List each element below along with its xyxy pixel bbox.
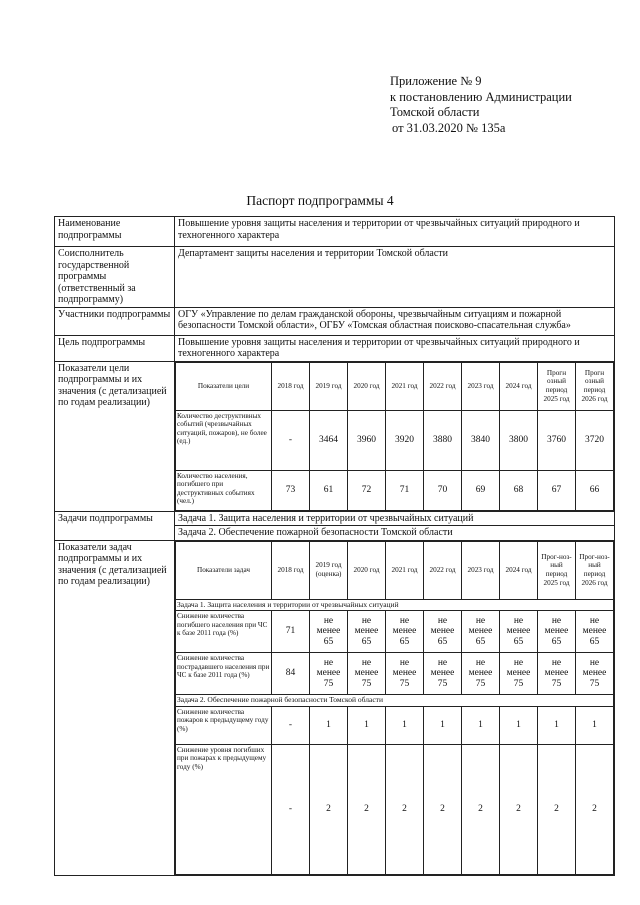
row-label: Задачи подпрограммы	[55, 511, 175, 540]
task-indicators-table	[175, 541, 614, 875]
task-item: Задача 1. Защита населения и территории от чрезвычайных ситуаций	[175, 511, 615, 526]
table-cell: 71	[272, 611, 310, 653]
table-cell: -	[272, 744, 310, 874]
appendix-line: от 31.03.2020 № 135а	[392, 120, 506, 135]
column-header: 2023 год	[462, 541, 500, 599]
table-cell: 72	[348, 470, 386, 510]
table-row	[55, 540, 615, 875]
table-row	[176, 744, 614, 874]
goal-indicators-table	[175, 362, 614, 511]
table-cell: 68	[500, 470, 538, 510]
table-row	[55, 335, 615, 361]
table-cell: не менее 75	[500, 653, 538, 695]
passport-table	[54, 216, 615, 876]
table-header-row	[176, 541, 614, 599]
column-header: 2020 год	[348, 541, 386, 599]
table-cell: 2	[500, 744, 538, 874]
goal-indicators-cell	[175, 361, 615, 511]
row-label: Наименование подпрограммы	[55, 217, 175, 247]
table-cell: не менее 75	[348, 653, 386, 695]
row-value: Повышение уровня защиты населения и территории от чрезвычайных ситуаций природного и техногенного характера	[175, 335, 615, 361]
section-row	[176, 599, 614, 611]
column-header: Прог-ноз-ный период 2026 год	[576, 541, 614, 599]
table-cell: 3880	[424, 410, 462, 470]
table-cell: не менее 65	[538, 611, 576, 653]
column-header: 2019 год (оценка)	[310, 541, 348, 599]
table-cell: 3800	[500, 410, 538, 470]
table-header-row	[176, 362, 614, 410]
table-cell: 3920	[386, 410, 424, 470]
row-label: Показатели цели подпрограммы и их значения (с детализацией по годам реализации)	[55, 361, 175, 511]
indicator-label: Количество населения, погибшего при деструктивных событиях (чел.)	[176, 470, 272, 510]
appendix-block	[390, 74, 572, 136]
table-cell: не менее 75	[538, 653, 576, 695]
appendix-line: Томской области	[390, 105, 480, 119]
table-cell: 2	[386, 744, 424, 874]
table-cell: 67	[538, 470, 576, 510]
column-header: Прог-ноз-ный период 2025 год	[538, 541, 576, 599]
column-header: 2022 год	[424, 362, 462, 410]
indicator-label: Снижение уровня погибших при пожарах к предыдущему году (%)	[176, 744, 272, 874]
row-label: Цель подпрограммы	[55, 335, 175, 361]
indicator-label: Количество деструктивных событий (чрезвычайных ситуаций, пожаров), не более (ед.)	[176, 410, 272, 470]
table-cell: 1	[386, 706, 424, 744]
table-cell: не менее 65	[576, 611, 614, 653]
table-cell: 71	[386, 470, 424, 510]
table-cell: 73	[272, 470, 310, 510]
table-row	[176, 410, 614, 470]
table-row	[55, 307, 615, 335]
table-cell: 3960	[348, 410, 386, 470]
table-cell: 66	[576, 470, 614, 510]
row-value: ОГУ «Управление по делам гражданской обороны, чрезвычайным ситуациям и пожарной безопасности Томской области», ОГБУ «Томская областная поисково-спасательная служба»	[175, 307, 615, 335]
table-cell: -	[272, 410, 310, 470]
table-cell: 1	[310, 706, 348, 744]
table-cell: не менее 75	[424, 653, 462, 695]
table-cell: не менее 65	[386, 611, 424, 653]
table-cell: не менее 75	[576, 653, 614, 695]
column-header: 2022 год	[424, 541, 462, 599]
column-header: Прогн озный период 2025 год	[538, 362, 576, 410]
column-header: 2023 год	[462, 362, 500, 410]
row-value: Департамент защиты населения и территории Томской области	[175, 247, 615, 308]
column-header: 2019 год	[310, 362, 348, 410]
indicator-label: Снижение количества погибшего населения при ЧС к базе 2011 года (%)	[176, 611, 272, 653]
table-cell: 2	[462, 744, 500, 874]
table-cell: 2	[310, 744, 348, 874]
table-cell: 3840	[462, 410, 500, 470]
table-cell: 70	[424, 470, 462, 510]
table-cell: 3464	[310, 410, 348, 470]
table-cell: 2	[348, 744, 386, 874]
table-cell: 1	[462, 706, 500, 744]
table-cell: не менее 65	[500, 611, 538, 653]
indicator-label: Снижение количества пожаров к предыдущему году (%)	[176, 706, 272, 744]
table-cell: 1	[538, 706, 576, 744]
section-heading: Задача 1. Защита населения и территории от чрезвычайных ситуаций	[176, 599, 614, 611]
column-header: Показатели цели	[176, 362, 272, 410]
indicator-label: Снижение количества пострадавшего населения при ЧС к базе 2011 года (%)	[176, 653, 272, 695]
appendix-line: к постановлению Администрации	[390, 89, 572, 104]
appendix-line: Приложение № 9	[390, 74, 482, 88]
table-cell: 1	[500, 706, 538, 744]
table-cell: не менее 75	[462, 653, 500, 695]
column-header: 2020 год	[348, 362, 386, 410]
column-header: 2024 год	[500, 541, 538, 599]
row-label: Участники подпрограммы	[55, 307, 175, 335]
column-header: 2024 год	[500, 362, 538, 410]
table-cell: 3760	[538, 410, 576, 470]
table-row	[55, 511, 615, 526]
table-cell: не менее 65	[348, 611, 386, 653]
column-header: 2021 год	[386, 362, 424, 410]
column-header: Показатели задач	[176, 541, 272, 599]
section-row	[176, 695, 614, 707]
table-row	[176, 653, 614, 695]
table-cell: 1	[348, 706, 386, 744]
row-label: Показатели задач подпрограммы и их значения (с детализацией по годам реализации)	[55, 540, 175, 875]
table-cell: не менее 65	[310, 611, 348, 653]
table-cell: 2	[538, 744, 576, 874]
table-cell: 84	[272, 653, 310, 695]
column-header: 2018 год	[272, 362, 310, 410]
task-indicators-cell	[175, 540, 615, 875]
table-row	[176, 611, 614, 653]
table-cell: не менее 75	[310, 653, 348, 695]
row-value: Повышение уровня защиты населения и территории от чрезвычайных ситуаций природного и техногенного характера	[175, 217, 615, 247]
table-cell: 1	[424, 706, 462, 744]
page-title: Паспорт подпрограммы 4	[246, 193, 394, 208]
table-row	[55, 361, 615, 511]
table-cell: не менее 75	[386, 653, 424, 695]
table-row	[55, 217, 615, 247]
task-item: Задача 2. Обеспечение пожарной безопасности Томской области	[175, 526, 615, 541]
table-cell: не менее 65	[424, 611, 462, 653]
table-cell: 3720	[576, 410, 614, 470]
section-heading: Задача 2. Обеспечение пожарной безопасности Томской области	[176, 695, 614, 707]
table-cell: 1	[576, 706, 614, 744]
row-label: Соисполнитель государственной программы (ответственный за подпрограмму)	[55, 247, 175, 308]
column-header: 2021 год	[386, 541, 424, 599]
table-cell: 2	[424, 744, 462, 874]
table-cell: не менее 65	[462, 611, 500, 653]
table-row	[55, 247, 615, 308]
table-cell: 61	[310, 470, 348, 510]
table-cell: 69	[462, 470, 500, 510]
table-cell: 2	[576, 744, 614, 874]
table-row	[176, 470, 614, 510]
table-row	[176, 706, 614, 744]
table-cell: -	[272, 706, 310, 744]
column-header: Прогн озный период 2026 год	[576, 362, 614, 410]
column-header: 2018 год	[272, 541, 310, 599]
